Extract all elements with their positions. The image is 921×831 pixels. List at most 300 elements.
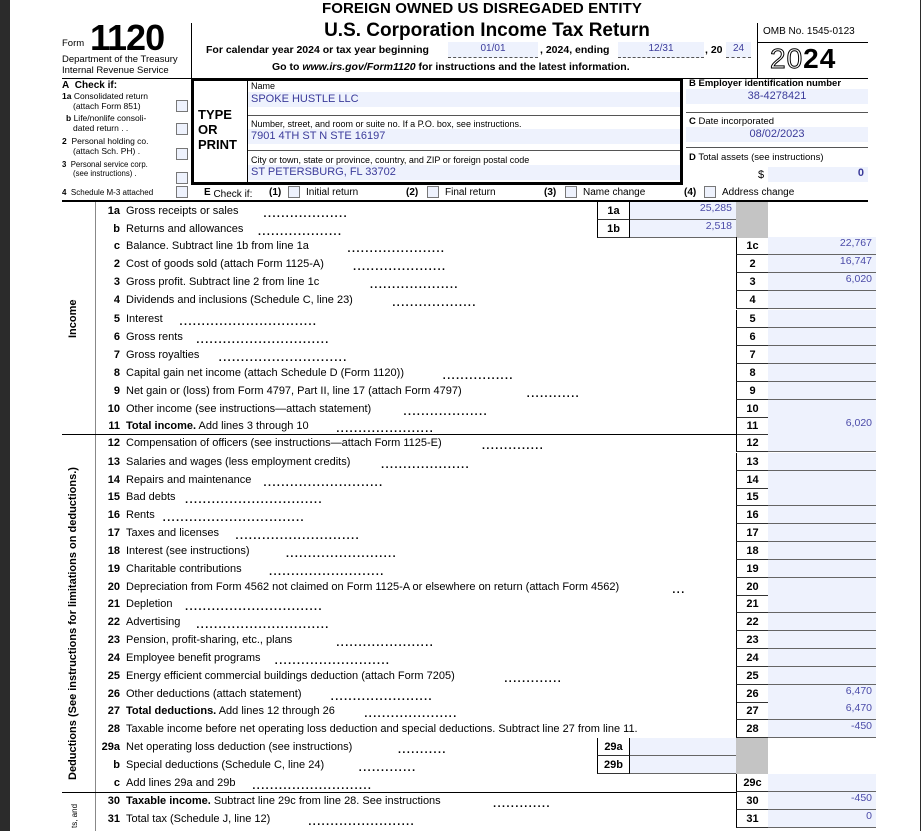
ein-field[interactable]: 38-4278421 [686, 89, 868, 104]
line-description [126, 545, 250, 557]
line-box-label: 6 [736, 328, 768, 346]
year-suffix-field[interactable]: 24 [726, 42, 751, 58]
line-number: 10 [107, 403, 120, 415]
dot-leader: ............. [492, 794, 551, 811]
line-box-label: 17 [736, 524, 768, 542]
subline-amount-field-29b[interactable] [630, 756, 736, 774]
line-number: 21 [107, 598, 120, 610]
line-description-text: Energy efficient commercial buildings deduction (attach Form 7205) [126, 670, 455, 682]
dot-leader: ................... [262, 204, 348, 221]
dot-leader: ...................... [335, 419, 434, 436]
currency-symbol: $ [758, 169, 765, 181]
final-return-label: Final return [445, 187, 496, 198]
form-line-20 [96, 578, 736, 596]
form-line-24 [96, 649, 736, 667]
goto-prefix: Go to [272, 61, 303, 73]
line-amount-field-1c[interactable]: 22,767 [768, 237, 876, 255]
line-number: 18 [107, 545, 120, 557]
total-assets-field[interactable]: 0 [768, 167, 868, 182]
line-box-label: 12 [736, 434, 768, 452]
line-description-text: Balance. Subtract line 1b from line 1a [126, 240, 309, 252]
life-nonlife-checkbox[interactable] [176, 123, 188, 135]
dot-leader: ........................... [251, 776, 372, 793]
ein-label: Employer identification number [698, 78, 842, 89]
dot-leader: ...................... [335, 633, 434, 650]
type-word: TYPE [198, 107, 232, 122]
section-e-row [62, 185, 868, 201]
line-description [126, 474, 251, 486]
line-box-label: 26 [736, 685, 768, 703]
line-description-text: Gross receipts or sales [126, 205, 239, 217]
line-description [126, 670, 455, 682]
line-description-bold: Taxable income. [126, 795, 211, 807]
line-description-text: Gross royalties [126, 349, 200, 361]
subline-amount-field-1a[interactable]: 25,285 [630, 202, 736, 220]
line-description [126, 420, 309, 432]
deductions-side-label: Deductions (See instructions for limitations on deductions.) [67, 467, 79, 780]
line-amount-field-24[interactable] [768, 649, 876, 667]
consolidated-return-checkbox[interactable] [176, 100, 188, 112]
line-number: 19 [107, 563, 120, 575]
form-title: U.S. Corporation Income Tax Return [324, 20, 650, 41]
form-1120-page [10, 0, 921, 831]
line-amount-field-28[interactable]: -450 [768, 720, 876, 738]
line-description [126, 616, 180, 628]
line-description-text: Employee benefit programs [126, 652, 261, 664]
form-word: Form [62, 38, 85, 49]
line-box-label: 23 [736, 631, 768, 649]
date-incorporated-label: Date incorporated [698, 116, 775, 127]
line-description [126, 688, 301, 700]
income-side-label: Income [67, 299, 79, 338]
dot-leader: ...................... [346, 239, 445, 256]
line-box-label: 30 [736, 792, 768, 810]
street-row [248, 116, 680, 151]
line-description-text: Capital gain net income (attach Schedule D (Form 1120)) [126, 367, 404, 379]
form-line-29c [96, 774, 736, 792]
line-description [126, 240, 309, 252]
initial-return-label: Initial return [306, 187, 359, 198]
dot-leader: ... [671, 580, 685, 597]
line-amount-field-27[interactable]: 6,470 [768, 702, 876, 720]
line-amount-field-29c[interactable] [768, 774, 876, 792]
line-amount-field-3[interactable]: 6,020 [768, 273, 876, 291]
line-box-label: 19 [736, 560, 768, 578]
line-box-label: 4 [736, 291, 768, 309]
instructions-link-row [272, 61, 630, 73]
line-description-text: Cost of goods sold (attach Form 1125-A) [126, 258, 324, 270]
line-description [126, 509, 155, 521]
line-description-text: Charitable contributions [126, 563, 242, 575]
dot-leader: .................... [380, 455, 470, 472]
omb-divider [757, 23, 758, 78]
print-word: PRINT [198, 137, 237, 152]
form-line-28 [96, 720, 736, 738]
line-box-label: 22 [736, 613, 768, 631]
line-amount-field-10[interactable] [768, 400, 876, 418]
item-line1: Schedule M-3 attached [70, 188, 154, 197]
form-line-31 [96, 810, 736, 828]
line-description-text: Gross profit. Subtract line 2 from line 1c [126, 276, 320, 288]
line-amount-field-31[interactable]: 0 [768, 810, 876, 828]
calendar-year-row [206, 44, 429, 56]
form-line-30 [96, 792, 736, 810]
date-incorporated-field[interactable]: 08/02/2023 [686, 127, 868, 142]
line-amount-field-15[interactable] [768, 488, 876, 506]
line-description [126, 581, 619, 593]
line-description [126, 491, 176, 503]
form-line-14 [96, 471, 736, 489]
line-box-label: 20 [736, 578, 768, 596]
section-a-item-3 [62, 160, 190, 178]
section-a-item-1a [62, 92, 190, 111]
line-description [126, 331, 183, 343]
line-number: 5 [113, 313, 120, 325]
line-amount-field-17[interactable] [768, 524, 876, 542]
line-description [126, 598, 172, 610]
type-or-print-label [191, 78, 248, 185]
name-change-checkbox[interactable] [565, 186, 577, 198]
line-number: 9 [113, 385, 120, 397]
dot-leader: .......................... [268, 562, 384, 579]
line-description [126, 294, 353, 306]
address-change-label: Address change [722, 187, 795, 198]
b-letter: B [689, 78, 696, 89]
e-opt-num: (4) [684, 187, 697, 198]
tax-year-outline: 20 [770, 43, 804, 74]
form-line-9 [96, 382, 736, 400]
street-field[interactable]: 7901 4TH ST N STE 16197 [248, 129, 680, 144]
subline-box-label: 1a [597, 202, 630, 220]
line-description [126, 652, 261, 664]
line-box-label: 28 [736, 720, 768, 738]
date-incorporated-row [686, 113, 868, 148]
line-description [126, 741, 352, 753]
or-word: OR [198, 122, 218, 137]
subline-box-label: 29a [597, 738, 630, 756]
item-num: 2 [62, 136, 67, 146]
item-line2: (attach Sch. PH) . [73, 145, 141, 156]
subline-amount-field-29a[interactable] [630, 738, 736, 756]
dot-leader: ........................... [262, 473, 383, 490]
line-number: 25 [107, 670, 120, 682]
street-label: Number, street, and room or suite no. If a P.O. box, see instructions. [251, 119, 522, 129]
line-box-label: 3 [736, 273, 768, 291]
line-description [126, 385, 462, 397]
line-number: 12 [107, 437, 120, 449]
line-amount-field-5[interactable] [768, 310, 876, 328]
line-number: 7 [113, 349, 120, 361]
line-description-text: Subtract line 29c from line 28. See instructions [210, 795, 441, 807]
form-line-6 [96, 328, 736, 346]
line-amount-field-8[interactable] [768, 364, 876, 382]
item-line1: Personal holding co. [71, 136, 149, 146]
line-box-label: 8 [736, 364, 768, 382]
form-line-7 [96, 346, 736, 364]
line-description [126, 205, 238, 217]
dot-leader: ............................. [218, 348, 347, 365]
goto-suffix: for instructions and the latest information. [415, 61, 630, 73]
city-row [248, 151, 680, 185]
line-description-text: Bad debts [126, 491, 176, 503]
dot-leader: ............ [526, 384, 580, 401]
name-label: Name [251, 81, 276, 91]
section-a-item-1b [62, 114, 190, 133]
line-number: 29a [101, 741, 120, 753]
line-description-text: Total tax (Schedule J, line 12) [126, 813, 271, 825]
name-row [248, 81, 680, 116]
line-amount-field-18[interactable] [768, 542, 876, 560]
line-description-text: Net operating loss deduction (see instructions) [126, 741, 353, 753]
item-line2: (attach Form 851) [73, 100, 141, 111]
dot-leader: ............................... [184, 597, 323, 614]
line-description [126, 795, 441, 807]
line-description-bold: Total income. [126, 420, 197, 432]
city-label: City or town, state or province, country, and ZIP or foreign postal code [251, 155, 530, 165]
line-box-label: 11 [736, 417, 768, 435]
begin-date-field[interactable]: 01/01 [448, 42, 538, 58]
form-line-17 [96, 524, 736, 542]
line-box-label: 15 [736, 488, 768, 506]
line-box-label: 1c [736, 237, 768, 255]
line-number: 14 [107, 474, 120, 486]
line-description [126, 367, 404, 379]
line-number: 15 [107, 491, 120, 503]
line-amount-field-4[interactable] [768, 291, 876, 309]
personal-holding-checkbox[interactable] [176, 148, 188, 160]
line-description-bold: Total deductions. [126, 705, 217, 717]
dot-leader: .................... [369, 275, 459, 292]
dot-leader: .......................... [274, 651, 390, 668]
form-line-19 [96, 560, 736, 578]
line-description-text: Taxable income before net operating loss deduction and special deductions. Subtract line 27 from line 11. [126, 723, 638, 735]
form-line-22 [96, 613, 736, 631]
line-amount-field-22[interactable] [768, 613, 876, 631]
line-description-text: Rents [126, 509, 155, 521]
line-amount-field-11[interactable]: 6,020 [768, 417, 876, 435]
line-description [126, 527, 219, 539]
line-number: 23 [107, 634, 120, 646]
line-number: 8 [113, 367, 120, 379]
form-line-25 [96, 667, 736, 685]
item-line2: dated return . . [73, 122, 129, 133]
line-box-label: 5 [736, 310, 768, 328]
dot-leader: .............. [481, 436, 544, 453]
department-label [62, 54, 178, 76]
line-amount-field-20[interactable] [768, 578, 876, 596]
ending-label: , 2024, ending [540, 44, 610, 56]
dot-leader: ........................ [307, 812, 415, 829]
total-assets-row [686, 148, 868, 185]
section-a-item-2 [62, 137, 190, 156]
line-number: 11 [108, 420, 120, 432]
dept-line-2: Internal Revenue Service [62, 65, 169, 76]
line-number: 3 [113, 276, 120, 288]
line-amount-field-14[interactable] [768, 471, 876, 489]
line-description [126, 634, 292, 646]
dot-leader: ................... [257, 222, 342, 239]
line-description-text: Depletion [126, 598, 173, 610]
dot-leader: ........... [397, 740, 447, 757]
line-description-text: Interest [126, 313, 163, 325]
dot-leader: ............................... [184, 490, 323, 507]
line-box-label: 10 [736, 400, 768, 418]
form-number: 1120 [90, 17, 165, 58]
line-number: 13 [107, 456, 120, 468]
tax-year-bold: 24 [803, 43, 837, 74]
item-num: 1a [62, 91, 72, 101]
e-letter: E [204, 187, 211, 198]
line-amount-field-2[interactable]: 16,747 [768, 255, 876, 273]
line-description [126, 223, 243, 235]
item-num: 4 [62, 188, 67, 197]
line-number: 31 [107, 813, 120, 825]
name-change-label: Name change [583, 187, 646, 198]
line-number: c [113, 240, 120, 252]
line-amount-field-21[interactable] [768, 595, 876, 613]
line-amount-field-23[interactable] [768, 631, 876, 649]
dot-leader: ..................... [352, 257, 446, 274]
line-box-label: 14 [736, 471, 768, 489]
subline-box-label: 1b [597, 220, 630, 238]
line-description [126, 456, 350, 468]
d-letter: D [689, 152, 696, 163]
item-line1: Life/nonlife consoli- [73, 113, 147, 123]
subline-amount-field-1b[interactable]: 2,518 [630, 220, 736, 238]
line-amount-field-12[interactable] [768, 434, 876, 452]
line-description [126, 759, 324, 771]
dot-leader: ................ [442, 366, 514, 383]
line-description [126, 258, 324, 270]
line-amount-field-26[interactable]: 6,470 [768, 685, 876, 703]
dot-leader: ............. [358, 758, 416, 775]
end-date-field[interactable]: 12/31 [618, 42, 704, 58]
line-amount-field-19[interactable] [768, 560, 876, 578]
initial-return-checkbox[interactable] [288, 186, 300, 198]
line-box-label: 7 [736, 346, 768, 364]
line-amount-field-7[interactable] [768, 346, 876, 364]
line-box-label: 18 [736, 542, 768, 560]
line-description [126, 813, 270, 825]
line-number: b [113, 759, 120, 771]
line-description-text: Returns and allowances [126, 223, 244, 235]
line-description [126, 437, 442, 449]
line-description [126, 777, 235, 789]
line-description-text: Depreciation from Form 4562 not claimed on Form 1125-A or elsewhere on return (attach Form 4562) [126, 581, 620, 593]
section-a-title: Check if: [74, 80, 118, 91]
dot-leader: .............................. [195, 330, 329, 347]
dot-leader: ....................... [330, 687, 433, 704]
city-field[interactable]: ST PETERSBURG, FL 33702 [248, 165, 680, 180]
line-number: 6 [113, 331, 120, 343]
item-line1: Consolidated return [73, 91, 149, 101]
line-number: 2 [113, 258, 120, 270]
gray-block-29 [736, 738, 768, 774]
tax-side-label: ts, and [70, 803, 79, 828]
final-return-checkbox[interactable] [427, 186, 439, 198]
dot-leader: ............................... [178, 312, 317, 329]
name-address-block [248, 78, 683, 185]
line-number: 1a [107, 205, 120, 217]
header-divider [191, 23, 192, 78]
line-box-label: 27 [736, 702, 768, 720]
irs-url-link[interactable]: www.irs.gov/Form1120 [302, 61, 416, 73]
section-a-check-if [62, 80, 190, 91]
line-description-text: Interest (see instructions) [126, 545, 250, 557]
line-description-text: Add lines 29a and 29b [126, 777, 236, 789]
line-amount-field-25[interactable] [768, 667, 876, 685]
e-opt-num: (3) [544, 187, 557, 198]
subline-box-label: 29b [597, 756, 630, 774]
line-description-text: Other deductions (attach statement) [126, 688, 302, 700]
line-amount-field-9[interactable] [768, 382, 876, 400]
dot-leader: ......................... [285, 544, 397, 561]
line-description-text: Add lines 12 through 26 [216, 705, 335, 717]
e-label: Check if: [213, 189, 253, 200]
line-description-text: Repairs and maintenance [126, 474, 252, 486]
line-description [126, 313, 163, 325]
e-opt-num: (1) [269, 187, 282, 198]
dot-leader: .............................. [195, 615, 329, 632]
line-box-label: 21 [736, 595, 768, 613]
line-description-text: Taxes and licenses [126, 527, 219, 539]
line-box-label: 2 [736, 255, 768, 273]
line-number: 28 [107, 723, 120, 735]
line-box-label: 25 [736, 667, 768, 685]
personal-service-checkbox[interactable] [176, 172, 188, 184]
line-number: 24 [107, 652, 120, 664]
banner-title: FOREIGN OWNED US DISREGADED ENTITY [321, 0, 643, 17]
calendar-prefix: For calendar year 2024 or tax year beginning [206, 44, 429, 56]
item-line2: (see instructions) . [73, 169, 137, 178]
item-line1: Personal service corp. [70, 160, 148, 169]
dot-leader: ............................ [234, 526, 360, 543]
line-description [126, 276, 319, 288]
name-field[interactable]: SPOKE HUSTLE LLC [248, 92, 680, 107]
item-num: 3 [62, 160, 67, 169]
line-box-label: 31 [736, 810, 768, 828]
line-amount-field-13[interactable] [768, 453, 876, 471]
line-description-text: Compensation of officers (see instructions—attach Form 1125-E) [126, 437, 442, 449]
line-number: 22 [107, 616, 120, 628]
address-change-checkbox[interactable] [704, 186, 716, 198]
line-amount-field-30[interactable]: -450 [768, 792, 876, 810]
line-number: 30 [107, 795, 120, 807]
line-description-text: Add lines 3 through 10 [196, 420, 309, 432]
line-number: 20 [107, 581, 120, 593]
line-description [126, 563, 242, 575]
line-description [126, 349, 199, 361]
line-number: 4 [113, 294, 120, 306]
line-number: 16 [107, 509, 120, 521]
line-description-text: Net gain or (loss) from Form 4797, Part II, line 17 (attach Form 4797) [126, 385, 462, 397]
line-description [126, 723, 638, 735]
line-box-label: 13 [736, 453, 768, 471]
form-line-8 [96, 364, 736, 382]
line-number: 27 [107, 705, 120, 717]
line-box-label: 29c [736, 774, 768, 792]
form-line-18 [96, 542, 736, 560]
e-opt-num: (2) [406, 187, 419, 198]
c-letter: C [689, 116, 696, 127]
dot-leader: ................... [391, 293, 477, 310]
line-amount-field-16[interactable] [768, 506, 876, 524]
item-num: b [66, 113, 72, 123]
gray-block-1 [736, 202, 768, 238]
line-number: 26 [107, 688, 120, 700]
line-amount-field-6[interactable] [768, 328, 876, 346]
line-box-label: 16 [736, 506, 768, 524]
